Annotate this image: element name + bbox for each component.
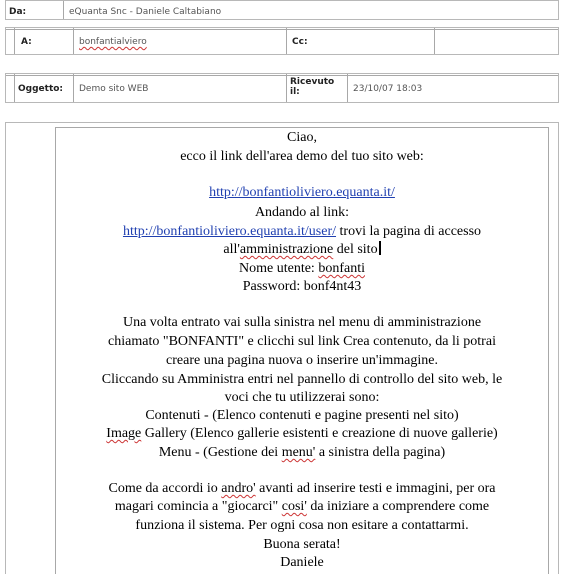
gallery-line (61, 424, 543, 443)
intro-line: ecco il link dell'area demo del tuo sito web: (180, 149, 424, 164)
site-link-line (61, 183, 543, 202)
para1-line: creare una pagina nuova o inserire un'immagine. (166, 353, 438, 368)
admin-prefix: all' (223, 242, 240, 257)
gallery-word: Image (106, 426, 142, 441)
para2-l1-suffix: avanti ad inserire testi e immagini, per ora (255, 481, 496, 496)
para1-line: Contenuti - (Elenco contenuti e pagine presenti nel sito) (145, 408, 459, 423)
para2-line1 (61, 479, 543, 498)
admin-suffix: del sito (333, 242, 378, 257)
username-prefix: Nome utente: (239, 261, 319, 276)
from-value[interactable]: eQuanta Snc - Daniele Caltabiano (69, 7, 222, 17)
trovi-text: trovi la pagina di accesso (336, 224, 482, 239)
from-label: Da: (9, 7, 27, 17)
menu-word: menu' (281, 445, 316, 460)
cc-label: Cc: (292, 37, 308, 47)
password-line: Password: bonf4nt43 (242, 279, 362, 294)
to-value[interactable]: bonfantialviero (79, 37, 147, 47)
andando-line: Andando al link: (254, 205, 350, 220)
username-value: bonfanti (318, 261, 365, 276)
para2-l1-word: andro' (221, 481, 256, 496)
to-row (5, 27, 559, 55)
para1-line: voci che tu utilizzerai sono: (224, 390, 380, 405)
para1-line: Cliccando su Amministra entri nel pannello di controllo del sito web, le (101, 372, 503, 387)
to-label: A: (21, 37, 32, 47)
received-value: 23/10/07 18:03 (353, 84, 423, 94)
menu-suffix: a sinistra della pagina) (315, 445, 446, 460)
admin-word: amministrazione (239, 242, 334, 257)
para2-l2-prefix: magari comincia a "giocarci" (114, 499, 282, 514)
text-cursor (379, 241, 381, 255)
para2-l2-suffix: da iniziare a comprendere come (306, 499, 490, 514)
user-link-line (61, 222, 543, 241)
menu-line (61, 443, 543, 462)
from-row (5, 0, 559, 20)
closing-line: Buona serata! (263, 537, 341, 552)
para1-line: chiamato "BONFANTI" e clicchi sul link Crea contenuto, da li potrai (108, 334, 496, 349)
greeting: Ciao, (287, 130, 317, 145)
para2-line3: funziona il sistema. Per ogni cosa non esitare a contattarmi. (135, 518, 469, 533)
subject-row (5, 73, 559, 103)
username-line (61, 259, 543, 278)
subject-value[interactable]: Demo sito WEB (79, 84, 149, 94)
site-link[interactable]: http://bonfantioliviero.equanta.it/ (209, 185, 395, 200)
para2-l2-word: cosi' (281, 499, 307, 514)
gallery-rest: Gallery (Elenco gallerie esistenti e creazione di nuove gallerie) (141, 426, 498, 441)
subject-label: Oggetto: (18, 84, 64, 94)
para2-l1-prefix: Come da accordi io (108, 481, 222, 496)
user-link[interactable]: http://bonfantioliviero.equanta.it/user/ (122, 224, 337, 239)
para1-line: Una volta entrato vai sulla sinistra nel menu di amministrazione (122, 315, 482, 330)
signature: Daniele (280, 555, 324, 570)
admin-line (61, 240, 543, 259)
menu-prefix: Menu - (Gestione dei (158, 445, 282, 460)
para2-line2 (61, 497, 543, 516)
received-label: Ricevuto il: (290, 77, 335, 97)
